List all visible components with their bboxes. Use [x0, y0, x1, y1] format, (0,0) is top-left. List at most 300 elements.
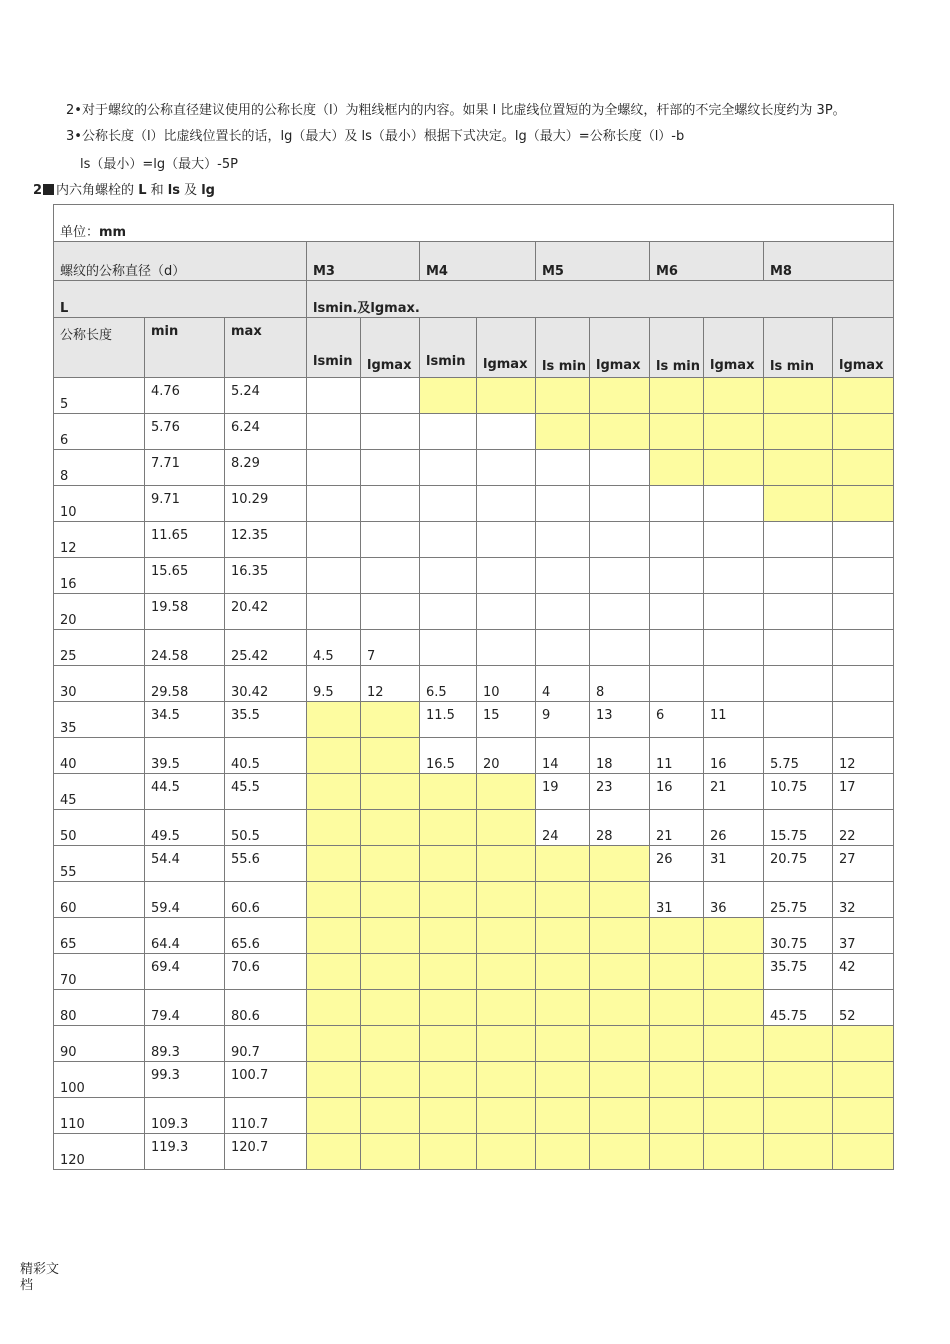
value-cell: 12: [833, 738, 894, 774]
nominal-length-cell: 5: [54, 378, 145, 414]
max-length-cell: 30.42: [225, 666, 307, 702]
col-m5-lg: lgmax: [590, 318, 650, 378]
max-length-cell: 120.7: [225, 1134, 307, 1170]
value-cell: [650, 630, 704, 666]
value-cell: [420, 1026, 477, 1062]
section-text-a: 内六角螺栓的: [56, 183, 139, 198]
value-cell: [590, 1134, 650, 1170]
value-cell: [833, 594, 894, 630]
value-cell: 14: [536, 738, 590, 774]
value-cell: [704, 486, 764, 522]
value-cell: 42: [833, 954, 894, 990]
max-length-cell: 55.6: [225, 846, 307, 882]
value-cell: 15.75: [764, 810, 833, 846]
nominal-length-cell: 25: [54, 630, 145, 666]
value-cell: [477, 846, 536, 882]
value-cell: [590, 990, 650, 1026]
value-cell: 26: [650, 846, 704, 882]
value-cell: [650, 522, 704, 558]
value-cell: [833, 1026, 894, 1062]
value-cell: [704, 630, 764, 666]
value-cell: [590, 918, 650, 954]
value-cell: 32: [833, 882, 894, 918]
col-m4-lg: lgmax: [477, 318, 536, 378]
value-cell: 4.5: [307, 630, 361, 666]
value-cell: [307, 738, 361, 774]
value-cell: [420, 486, 477, 522]
value-cell: [477, 486, 536, 522]
value-cell: [764, 378, 833, 414]
value-cell: [704, 414, 764, 450]
value-cell: 52: [833, 990, 894, 1026]
value-cell: [764, 630, 833, 666]
value-cell: [307, 1026, 361, 1062]
value-cell: [833, 702, 894, 738]
value-cell: [361, 1062, 420, 1098]
value-cell: [650, 1098, 704, 1134]
value-cell: [536, 1026, 590, 1062]
value-cell: [590, 414, 650, 450]
value-cell: 19: [536, 774, 590, 810]
value-cell: 45.75: [764, 990, 833, 1026]
value-cell: [361, 450, 420, 486]
value-cell: [361, 558, 420, 594]
value-cell: [536, 846, 590, 882]
value-cell: [650, 594, 704, 630]
value-cell: 9: [536, 702, 590, 738]
min-length-cell: 4.76: [145, 378, 225, 414]
value-cell: [420, 1098, 477, 1134]
min-length-cell: 69.4: [145, 954, 225, 990]
diameter-label: 螺纹的公称直径（d）: [54, 242, 307, 281]
table-row: [54, 774, 894, 810]
value-cell: [361, 810, 420, 846]
value-cell: [420, 1134, 477, 1170]
value-cell: [307, 918, 361, 954]
min-length-cell: 11.65: [145, 522, 225, 558]
value-cell: [420, 558, 477, 594]
size-m5: M5: [536, 242, 650, 281]
value-cell: [650, 414, 704, 450]
value-cell: [477, 1134, 536, 1170]
table-row: [54, 414, 894, 450]
value-cell: [536, 1098, 590, 1134]
table-row: [54, 990, 894, 1026]
value-cell: [361, 522, 420, 558]
unit-label: 单位：: [60, 225, 100, 240]
value-cell: [650, 1026, 704, 1062]
value-cell: [307, 1098, 361, 1134]
value-cell: 6.5: [420, 666, 477, 702]
nominal-length-cell: 60: [54, 882, 145, 918]
col-min: min: [145, 318, 225, 378]
value-cell: [477, 774, 536, 810]
nominal-length-cell: 16: [54, 558, 145, 594]
value-cell: [420, 630, 477, 666]
value-cell: [477, 882, 536, 918]
value-cell: [420, 810, 477, 846]
value-cell: 16: [704, 738, 764, 774]
min-length-cell: 39.5: [145, 738, 225, 774]
table-row: [54, 1026, 894, 1062]
value-cell: [361, 1026, 420, 1062]
value-cell: [536, 1062, 590, 1098]
max-length-cell: 12.35: [225, 522, 307, 558]
value-cell: 4: [536, 666, 590, 702]
value-cell: [590, 954, 650, 990]
value-cell: [477, 1062, 536, 1098]
min-length-cell: 64.4: [145, 918, 225, 954]
nominal-length-cell: 40: [54, 738, 145, 774]
size-m6: M6: [650, 242, 764, 281]
value-cell: [704, 666, 764, 702]
value-cell: [704, 1062, 764, 1098]
section-number: 2: [33, 183, 43, 198]
value-cell: 21: [650, 810, 704, 846]
value-cell: [764, 414, 833, 450]
table-row: [54, 558, 894, 594]
value-cell: [420, 918, 477, 954]
value-cell: [764, 1026, 833, 1062]
bolt-spec-table: [53, 204, 894, 1170]
value-cell: 36: [704, 882, 764, 918]
nominal-length-cell: 100: [54, 1062, 145, 1098]
value-cell: 24: [536, 810, 590, 846]
value-cell: [833, 522, 894, 558]
value-cell: 10: [477, 666, 536, 702]
value-cell: [833, 450, 894, 486]
min-length-cell: 44.5: [145, 774, 225, 810]
value-cell: 8: [590, 666, 650, 702]
table-row: [54, 1062, 894, 1098]
section-L: L: [138, 183, 147, 198]
value-cell: [536, 522, 590, 558]
value-cell: [361, 882, 420, 918]
value-cell: 17: [833, 774, 894, 810]
value-cell: [477, 918, 536, 954]
value-cell: [361, 990, 420, 1026]
min-length-cell: 5.76: [145, 414, 225, 450]
value-cell: 25.75: [764, 882, 833, 918]
value-cell: [650, 558, 704, 594]
value-cell: [361, 414, 420, 450]
value-cell: [704, 1098, 764, 1134]
nominal-length-cell: 65: [54, 918, 145, 954]
min-length-cell: 15.65: [145, 558, 225, 594]
value-cell: [704, 918, 764, 954]
table-row: [54, 882, 894, 918]
value-cell: 5.75: [764, 738, 833, 774]
table-row: [54, 522, 894, 558]
value-cell: [477, 630, 536, 666]
value-cell: [833, 1098, 894, 1134]
nominal-length-cell: 110: [54, 1098, 145, 1134]
value-cell: [833, 486, 894, 522]
note-line-4: ls（最小）=lg（最大）-5P: [80, 157, 238, 172]
max-length-cell: 70.6: [225, 954, 307, 990]
table-row: [54, 1098, 894, 1134]
value-cell: [590, 1062, 650, 1098]
ls-lg-label: lsmin.及lgmax.: [307, 281, 894, 318]
value-cell: [833, 378, 894, 414]
max-length-cell: 40.5: [225, 738, 307, 774]
value-cell: [590, 450, 650, 486]
value-cell: 35.75: [764, 954, 833, 990]
value-cell: [764, 486, 833, 522]
value-cell: [307, 774, 361, 810]
value-cell: [590, 594, 650, 630]
value-cell: [477, 810, 536, 846]
value-cell: [536, 882, 590, 918]
nominal-length-cell: 20: [54, 594, 145, 630]
section-title: [33, 179, 215, 198]
value-cell: [764, 666, 833, 702]
col-max: max: [225, 318, 307, 378]
section-ls: ls: [167, 183, 180, 198]
value-cell: [650, 450, 704, 486]
nominal-length-cell: 50: [54, 810, 145, 846]
value-cell: 23: [590, 774, 650, 810]
max-length-cell: 25.42: [225, 630, 307, 666]
section-text-b: 和: [146, 183, 168, 198]
value-cell: [704, 450, 764, 486]
value-cell: [361, 1098, 420, 1134]
value-cell: 28: [590, 810, 650, 846]
table-row: [54, 486, 894, 522]
value-cell: 20: [477, 738, 536, 774]
nominal-length-cell: 70: [54, 954, 145, 990]
value-cell: [361, 594, 420, 630]
value-cell: [536, 594, 590, 630]
value-cell: 11: [704, 702, 764, 738]
max-length-cell: 35.5: [225, 702, 307, 738]
value-cell: [833, 414, 894, 450]
value-cell: [307, 414, 361, 450]
value-cell: 9.5: [307, 666, 361, 702]
value-cell: 30.75: [764, 918, 833, 954]
value-cell: [764, 594, 833, 630]
min-length-cell: 119.3: [145, 1134, 225, 1170]
nominal-length-cell: 6: [54, 414, 145, 450]
value-cell: [307, 990, 361, 1026]
note-line-3: 3•公称长度（l）比虚线位置长的话，lg（最大）及 ls（最小）根据下式决定。lg（最大）=公称长度（l）-b: [66, 129, 685, 144]
value-cell: [590, 630, 650, 666]
min-length-cell: 79.4: [145, 990, 225, 1026]
value-cell: [420, 522, 477, 558]
value-cell: [590, 882, 650, 918]
value-cell: [536, 918, 590, 954]
size-m3: M3: [307, 242, 420, 281]
value-cell: [307, 486, 361, 522]
value-cell: [420, 414, 477, 450]
min-length-cell: 49.5: [145, 810, 225, 846]
nominal-length-cell: 55: [54, 846, 145, 882]
value-cell: 27: [833, 846, 894, 882]
value-cell: 6: [650, 702, 704, 738]
max-length-cell: 20.42: [225, 594, 307, 630]
nominal-length-cell: 30: [54, 666, 145, 702]
value-cell: [704, 558, 764, 594]
max-length-cell: 65.6: [225, 918, 307, 954]
value-cell: [650, 990, 704, 1026]
nominal-length-cell: 10: [54, 486, 145, 522]
max-length-cell: 80.6: [225, 990, 307, 1026]
L-label: L: [54, 281, 307, 318]
value-cell: [704, 990, 764, 1026]
max-length-cell: 50.5: [225, 810, 307, 846]
value-cell: [536, 414, 590, 450]
value-cell: [833, 1062, 894, 1098]
value-cell: [477, 954, 536, 990]
value-cell: [764, 450, 833, 486]
value-cell: [650, 378, 704, 414]
value-cell: 13: [590, 702, 650, 738]
table-row: [54, 630, 894, 666]
value-cell: [536, 378, 590, 414]
nominal-length-cell: 90: [54, 1026, 145, 1062]
black-square-icon: [43, 184, 54, 195]
value-cell: [307, 846, 361, 882]
size-m8: M8: [764, 242, 894, 281]
value-cell: [764, 1134, 833, 1170]
value-cell: [536, 954, 590, 990]
max-length-cell: 100.7: [225, 1062, 307, 1098]
value-cell: [420, 990, 477, 1026]
value-cell: 21: [704, 774, 764, 810]
min-length-cell: 89.3: [145, 1026, 225, 1062]
max-length-cell: 90.7: [225, 1026, 307, 1062]
table-row: [54, 738, 894, 774]
value-cell: [361, 1134, 420, 1170]
value-cell: [420, 774, 477, 810]
value-cell: [590, 558, 650, 594]
value-cell: [536, 450, 590, 486]
value-cell: [650, 954, 704, 990]
unit-row: [54, 205, 894, 242]
nominal-length-cell: 120: [54, 1134, 145, 1170]
min-length-cell: 19.58: [145, 594, 225, 630]
value-cell: [420, 846, 477, 882]
value-cell: [650, 918, 704, 954]
unit-value: mm: [99, 225, 127, 240]
value-cell: [536, 1134, 590, 1170]
value-cell: [833, 1134, 894, 1170]
value-cell: [420, 378, 477, 414]
col-m3-ls: lsmin: [307, 318, 361, 378]
value-cell: [590, 378, 650, 414]
value-cell: [361, 378, 420, 414]
value-cell: [764, 1062, 833, 1098]
value-cell: 26: [704, 810, 764, 846]
value-cell: 11.5: [420, 702, 477, 738]
table-row: [54, 378, 894, 414]
table-row: [54, 594, 894, 630]
min-length-cell: 29.58: [145, 666, 225, 702]
col-m6-lg: lgmax: [704, 318, 764, 378]
table-row: [54, 810, 894, 846]
col-m4-ls: lsmin: [420, 318, 477, 378]
value-cell: [420, 954, 477, 990]
value-cell: [833, 558, 894, 594]
table-row: [54, 1134, 894, 1170]
max-length-cell: 110.7: [225, 1098, 307, 1134]
col-m3-lg: lgmax: [361, 318, 420, 378]
value-cell: [477, 558, 536, 594]
value-cell: [420, 594, 477, 630]
value-cell: [477, 990, 536, 1026]
value-cell: 10.75: [764, 774, 833, 810]
value-cell: [650, 1062, 704, 1098]
value-cell: [307, 522, 361, 558]
table-row: [54, 918, 894, 954]
value-cell: 16: [650, 774, 704, 810]
nominal-length-cell: 80: [54, 990, 145, 1026]
value-cell: [833, 630, 894, 666]
value-cell: [590, 522, 650, 558]
value-cell: [420, 882, 477, 918]
max-length-cell: 5.24: [225, 378, 307, 414]
size-m4: M4: [420, 242, 536, 281]
value-cell: [764, 702, 833, 738]
max-length-cell: 8.29: [225, 450, 307, 486]
note-line-2: 2•对于螺纹的公称直径建议使用的公称长度（l）为粗线框内的内容。如果 l 比虚线位置短的为全螺纹，杆部的不完全螺纹长度约为 3P。: [66, 103, 846, 118]
min-length-cell: 24.58: [145, 630, 225, 666]
col-m8-ls: ls min: [764, 318, 833, 378]
value-cell: [650, 666, 704, 702]
value-cell: [764, 1098, 833, 1134]
max-length-cell: 10.29: [225, 486, 307, 522]
value-cell: [536, 630, 590, 666]
table-row: [54, 666, 894, 702]
value-cell: 37: [833, 918, 894, 954]
min-length-cell: 109.3: [145, 1098, 225, 1134]
value-cell: [704, 1026, 764, 1062]
table-row: [54, 846, 894, 882]
value-cell: 18: [590, 738, 650, 774]
value-cell: [536, 990, 590, 1026]
value-cell: [361, 918, 420, 954]
max-length-cell: 45.5: [225, 774, 307, 810]
value-cell: [764, 522, 833, 558]
value-cell: [361, 954, 420, 990]
value-cell: [704, 1134, 764, 1170]
value-cell: [704, 954, 764, 990]
value-cell: [361, 486, 420, 522]
column-header-row: [54, 318, 894, 378]
value-cell: [307, 882, 361, 918]
value-cell: [477, 378, 536, 414]
value-cell: [704, 594, 764, 630]
value-cell: [477, 522, 536, 558]
value-cell: [764, 558, 833, 594]
value-cell: [307, 558, 361, 594]
value-cell: [477, 414, 536, 450]
value-cell: 12: [361, 666, 420, 702]
value-cell: 31: [650, 882, 704, 918]
value-cell: [650, 1134, 704, 1170]
value-cell: [361, 846, 420, 882]
value-cell: [420, 450, 477, 486]
value-cell: [307, 1134, 361, 1170]
value-cell: [307, 378, 361, 414]
value-cell: [704, 378, 764, 414]
value-cell: [361, 702, 420, 738]
value-cell: [590, 1098, 650, 1134]
unit-cell: [54, 205, 894, 242]
max-length-cell: 6.24: [225, 414, 307, 450]
value-cell: [477, 1026, 536, 1062]
value-cell: [477, 1098, 536, 1134]
